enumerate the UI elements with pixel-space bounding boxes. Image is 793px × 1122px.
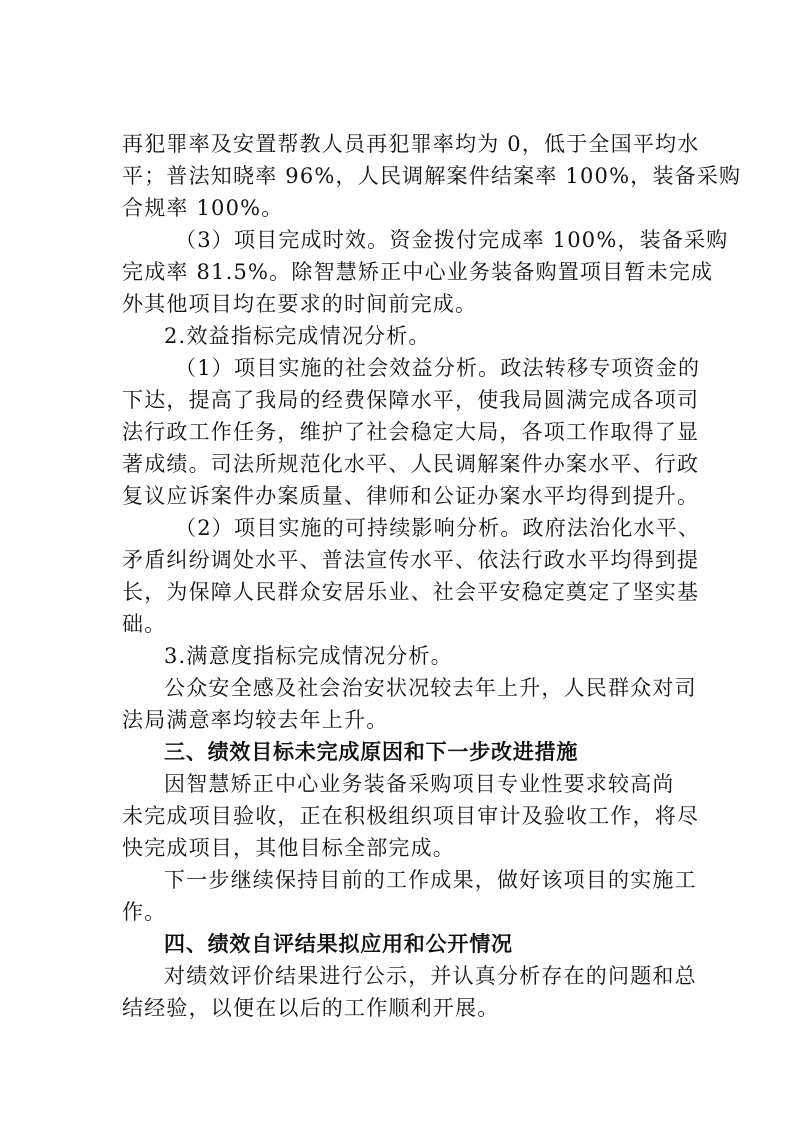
text-line: 下一步继续保持目前的工作成果，做好该项目的实施工 — [164, 868, 697, 892]
text-line: 外其他项目均在要求的时间前完成。 — [122, 292, 478, 316]
text-line: 著成绩。司法所规范化水平、人民调解案件办案水平、行政 — [122, 452, 700, 476]
text-line: 下达，提高了我局的经费保障水平，使我局圆满完成各项司 — [122, 388, 700, 412]
text-line: 结经验，以便在以后的工作顺利开展。 — [122, 996, 500, 1020]
text-line: （2）项目实施的可持续影响分析。政府法治化水平、 — [175, 516, 701, 540]
text-line: 公众安全感及社会治安状况较去年上升，人民群众对司 — [164, 676, 697, 700]
text-line: 再犯罪率及安置帮教人员再犯罪率均为 0，低于全国平均水 — [122, 132, 700, 156]
text-line: 矛盾纠纷调处水平、普法宣传水平、依法行政水平均得到提 — [122, 548, 700, 572]
text-line: 合规率 100%。 — [122, 196, 284, 220]
section-heading: 四、绩效自评结果拟应用和公开情况 — [164, 932, 513, 956]
text-line: 复议应诉案件办案质量、律师和公证办案水平均得到提升。 — [122, 484, 700, 508]
text-line: 3.满意度指标完成情况分析。 — [164, 644, 453, 668]
text-line: 长，为保障人民群众安居乐业、社会平安稳定奠定了坚实基 — [122, 580, 700, 604]
text-line: （3）项目完成时效。资金拨付完成率 100%，装备采购 — [175, 228, 729, 252]
text-line: 作。 — [122, 900, 167, 924]
text-line: 快完成项目，其他目标全部完成。 — [122, 836, 455, 860]
text-line: 未完成项目验收，正在积极组织项目审计及验收工作，将尽 — [122, 804, 700, 828]
text-line: 法行政工作任务，维护了社会稳定大局，各项工作取得了显 — [122, 420, 700, 444]
text-line: 完成率 81.5%。除智慧矫正中心业务装备购置项目暂未完成 — [122, 260, 714, 284]
text-line: 础。 — [122, 612, 167, 636]
text-line: 对绩效评价结果进行公示，并认真分析存在的问题和总 — [164, 964, 697, 988]
text-line: 因智慧矫正中心业务装备采购项目专业性要求较高尚 — [164, 772, 675, 796]
text-line: （1）项目实施的社会效益分析。政法转移专项资金的 — [175, 356, 701, 380]
document-page — [122, 128, 742, 1024]
text-line: 平；普法知晓率 96%，人民调解案件结案率 100%，装备采购 — [122, 164, 742, 188]
text-line: 2.效益指标完成情况分析。 — [164, 324, 431, 348]
text-line: 法局满意率均较去年上升。 — [122, 708, 389, 732]
section-heading: 三、绩效目标未完成原因和下一步改进措施 — [164, 740, 579, 764]
